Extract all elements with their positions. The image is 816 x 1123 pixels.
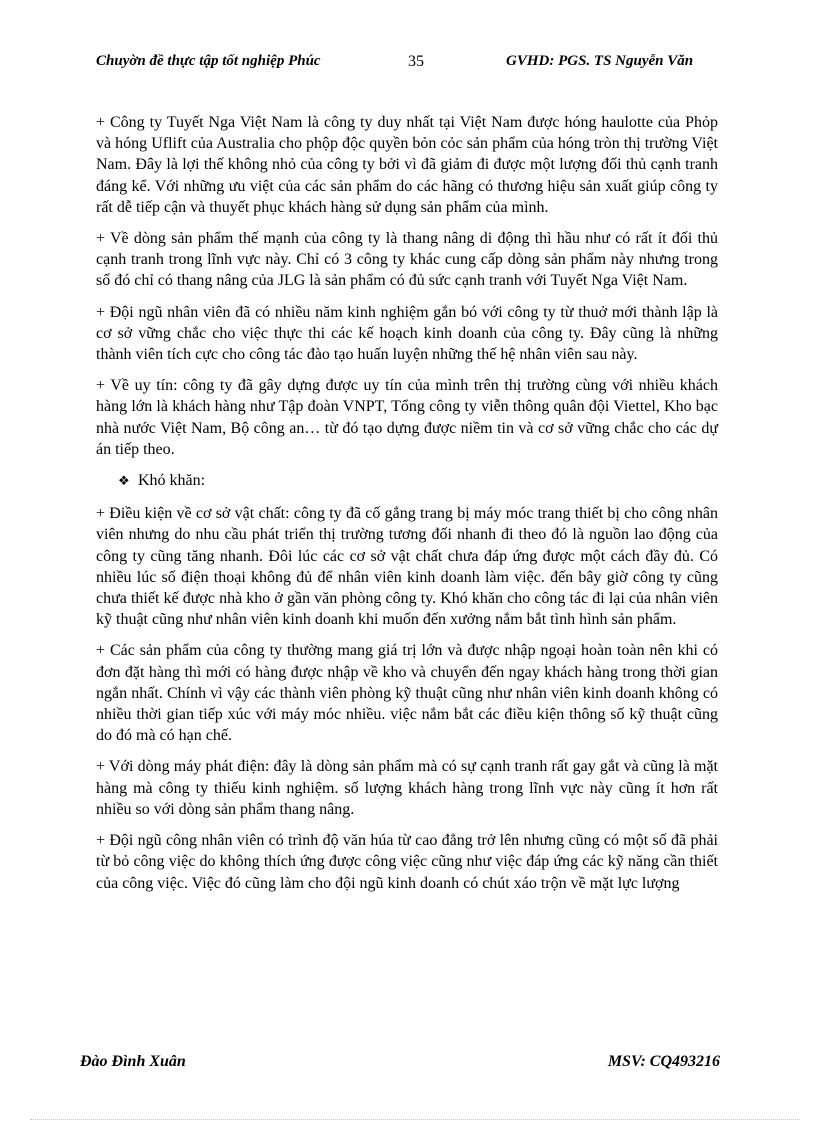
paragraph: + Về dòng sản phẩm thế mạnh của công ty là thang nâng di động thì hầu như có rất ít đối thủ cạnh tranh trong lĩnh vực này. Chỉ có 3 công ty khác cung cấp dòng sản phẩm này nhưng trong số đó chỉ có thang nâng của JLG là sản phẩm có đủ sức cạnh tranh với Tuyết Nga Việt Nam. [96,230,718,290]
document-body [96,112,718,904]
paragraph: + Công ty Tuyết Nga Việt Nam là công ty duy nhất tại Việt Nam được hóng haulotte của Phỏp và hóng Uflift của Australia cho phộp độc quyền bỏn cỏc sản phẩm của hóng tròn thị trường Việt Nam. Đây là lợi thế không nhỏ của công ty bởi vì đã giảm đi được một lượng đối thủ cạnh tranh đáng kể. Với những ưu việt của các sản phẩm do các hãng có thương hiệu sản xuất giúp công ty rất dễ tiếp cận và thuyết phục khách hàng sử dụng sản phẩm của mình. [96,114,718,216]
page-header [96,52,736,96]
diamond-bullet-icon: ❖ [118,473,130,489]
student-id: MSV: CQ493216 [607,1053,720,1070]
supervisor-label: GVHD: PGS. TS Nguyễn Văn [506,53,694,69]
page-bottom-divider [30,1119,800,1120]
document-title: Chuyờn đề thực tập tốt nghiệp Phúc [96,53,321,69]
paragraph: + Đội ngũ công nhân viên có trình độ văn húa từ cao đẳng trở lên nhưng cũng có một số đã phải từ bỏ công việc do không thích ứng được công việc cũng như việc đáp ứng các kỹ năng cần thiết của công việc. Việc đó cũng làm cho đội ngũ kinh doanh có chút xáo trộn về mặt lực lượng [96,832,718,892]
page-number: 35 [408,53,424,70]
section-heading-text: Khó khăn: [138,472,206,490]
section-heading-difficulties [96,470,718,491]
paragraph: + Với dòng máy phát điện: đây là dòng sản phẩm mà có sự cạnh tranh rất gay gắt và cũng là mặt hàng mà công ty thiếu kinh nghiệm. số lượng khách hàng trong lĩnh vực này cũng ít hơn rất nhiều so với dòng sản phẩm thang nâng. [96,758,718,818]
paragraph: + Đội ngũ nhân viên đã có nhiều năm kinh nghiệm gắn bó với công ty từ thuở mới thành lập là cơ sở vững chắc cho việc thực thi các kế hoạch kinh doanh của công ty. Đây cũng là những thành viên tích cực cho công tác đào tạo huấn luyện những thế hệ nhân viên sau này. [96,303,718,364]
paragraph: + Các sản phẩm của công ty thường mang giá trị lớn và được nhập ngoại hoàn toàn nên khi có đơn đặt hàng thì mới có hàng được nhập về kho và chuyển đến ngay khách hàng trong thời gian ngắn nhất. Chính vì vậy các thành viên phòng kỹ thuật cũng như nhân viên kinh doanh không có nhiều thời gian tiếp xúc với máy móc nhiều. việc nắm bắt các điều kiện thông số kỹ thuật cũng do đó mà có hạn chế. [96,642,718,745]
author-name: Đào Đình Xuân [80,1053,186,1070]
paragraph: + Điều kiện về cơ sở vật chất: công ty đã cố gắng trang bị máy móc trang thiết bị cho công nhân viên nhưng do nhu cầu phát triển thị trường tương đối nhanh đi theo đó là nguồn lao động của công ty cũng tăng nhanh. Đôi lúc các cơ sở vật chất chưa đáp ứng được một cách đầy đủ. Có nhiều lúc số điện thoại không đủ để nhân viên kinh doanh làm việc. đến bây giờ công ty cũng chưa thiết kế được nhà kho ở gần văn phòng công ty. Khó khăn cho công tác đi lại của nhân viên kỹ thuật cũng như nhân viên kinh doanh khi muốn đến xưởng nắm bắt tình hình sản phẩm. [96,505,718,629]
paragraph: + Về uy tín: công ty đã gây dựng được uy tín của mình trên thị trường cùng với nhiều khách hàng lớn là khách hàng như Tập đoàn VNPT, Tổng công ty viễn thông quân đội Viettel, Kho bạc nhà nước Việt Nam, Bộ công an… từ đó tạo dựng được niềm tin và cơ sở vững chắc cho các dự án tiếp theo. [96,377,718,458]
